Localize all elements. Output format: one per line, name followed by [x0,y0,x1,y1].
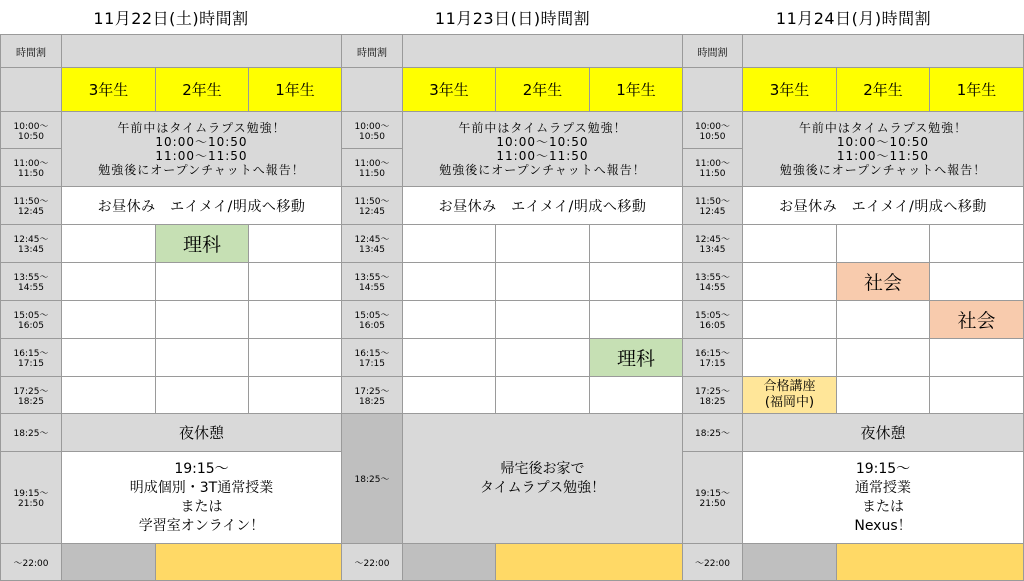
period-cell [743,263,837,301]
study-line: 勉強後にオープンチャットへ報告！ [98,163,305,177]
evening-class-note [743,452,1024,544]
grade-1: 1年生 [590,68,683,112]
period-cell [496,301,590,339]
day-panel-nov22 [0,0,342,581]
lunch-note: お昼休み エイメイ/明成へ移動 [403,187,683,225]
night-break: 夜休憩 [62,414,342,452]
period-cell [403,301,496,339]
period-cell [249,263,342,301]
period-cell [930,377,1024,414]
period-cell [249,225,342,263]
evening-line: または [862,498,904,515]
time-slot: 12:45〜13:45 [342,225,403,263]
grade-row-blank [683,68,743,112]
period-cell [62,339,156,377]
morning-study-note [743,112,1024,187]
period-cell [249,339,342,377]
subject-social-studies: 社会 [837,263,930,301]
grade-3: 3年生 [743,68,837,112]
day-title: 11月24日(月)時間割 [775,8,932,28]
period-cell [837,225,930,263]
period-cell [837,377,930,414]
period-cell [837,339,930,377]
grade-2: 2年生 [156,68,249,112]
end-row-cell [403,544,496,581]
grade-3: 3年生 [403,68,496,112]
day-panel-nov23 [342,0,683,581]
grade-row-blank [0,68,62,112]
night-break: 夜休憩 [743,414,1024,452]
morning-study-note [62,112,342,187]
time-slot: 13:55〜14:55 [0,263,62,301]
lunch-note: お昼休み エイメイ/明成へ移動 [62,187,342,225]
grade-2: 2年生 [496,68,590,112]
evening-line: タイムラプス勉強！ [479,479,606,496]
time-slot: 11:50〜12:45 [0,187,62,225]
study-line: 11:00〜11:50 [496,149,589,163]
period-cell [930,225,1024,263]
study-line: 11:00〜11:50 [836,149,930,163]
period-cell [156,263,249,301]
time-slot: 12:45〜13:45 [0,225,62,263]
period-cell [62,301,156,339]
time-slot: 11:00〜11:50 [0,149,62,187]
evening-line: 帰宅後お家で [500,460,585,477]
header-blank [403,34,683,68]
time-slot: 19:15〜21:50 [0,452,62,544]
exam-prep-course [743,377,837,414]
evening-line: 通常授業 [855,479,911,496]
time-slot: 18:25〜 [0,414,62,452]
period-cell [496,377,590,414]
header-label: 時間割 [683,34,743,68]
time-slot: 17:25〜18:25 [0,377,62,414]
time-slot: 18:25〜 [342,414,403,544]
period-cell [403,377,496,414]
period-cell [743,225,837,263]
period-cell [249,301,342,339]
time-slot: 15:05〜16:05 [683,301,743,339]
header-label: 時間割 [342,34,403,68]
grade-1: 1年生 [930,68,1024,112]
period-cell [743,301,837,339]
grade-2: 2年生 [837,68,930,112]
time-slot: 11:00〜11:50 [683,149,743,187]
evening-line: 19:15〜 [174,460,229,477]
time-slot: 13:55〜14:55 [342,263,403,301]
period-cell [403,339,496,377]
period-cell [62,263,156,301]
grade-3: 3年生 [62,68,156,112]
time-slot: 11:50〜12:45 [342,187,403,225]
period-cell [743,339,837,377]
study-line: 10:00〜10:50 [155,135,248,149]
time-slot: 16:15〜17:15 [683,339,743,377]
period-cell [156,377,249,414]
time-slot: 16:15〜17:15 [342,339,403,377]
study-line: 10:00〜10:50 [496,135,589,149]
time-slot: 15:05〜16:05 [342,301,403,339]
study-line: 11:00〜11:50 [155,149,248,163]
period-cell [837,301,930,339]
time-slot: 〜22:00 [683,544,743,581]
study-line: 10:00〜10:50 [836,135,930,149]
study-line: 午前中はタイムラプス勉強！ [798,121,968,135]
time-slot: 〜22:00 [342,544,403,581]
evening-line: Nexus！ [854,517,912,534]
period-cell [930,263,1024,301]
time-slot: 15:05〜16:05 [0,301,62,339]
time-slot: 19:15〜21:50 [683,452,743,544]
evening-line: 学習室オンライン！ [138,517,265,534]
exam-line: 合格講座 [763,379,816,394]
period-cell [403,225,496,263]
period-cell [930,339,1024,377]
time-slot: 17:25〜18:25 [342,377,403,414]
time-slot: 18:25〜 [683,414,743,452]
header-label: 時間割 [0,34,62,68]
time-slot: 10:00〜10:50 [342,112,403,149]
time-slot: 17:25〜18:25 [683,377,743,414]
period-cell [403,263,496,301]
header-blank [62,34,342,68]
period-cell [156,301,249,339]
end-row-highlight [156,544,342,581]
evening-class-note [62,452,342,544]
home-study-note [403,414,683,544]
time-slot: 12:45〜13:45 [683,225,743,263]
subject-science: 理科 [156,225,249,263]
time-slot: 16:15〜17:15 [0,339,62,377]
grade-row-blank [342,68,403,112]
period-cell [62,377,156,414]
period-cell [590,301,683,339]
period-cell [249,377,342,414]
end-row-cell [743,544,837,581]
time-slot: 10:00〜10:50 [683,112,743,149]
time-slot: 〜22:00 [0,544,62,581]
period-cell [496,225,590,263]
period-cell [590,263,683,301]
time-slot: 13:55〜14:55 [683,263,743,301]
period-cell [156,339,249,377]
day-panel-nov24 [683,0,1024,581]
end-row-cell [62,544,156,581]
subject-science: 理科 [590,339,683,377]
time-slot: 10:00〜10:50 [0,112,62,149]
lunch-note: お昼休み エイメイ/明成へ移動 [743,187,1024,225]
period-cell [590,377,683,414]
study-line: 勉強後にオープンチャットへ報告！ [439,163,646,177]
evening-line: 明成個別・3T通常授業 [129,479,274,496]
evening-line: 19:15〜 [855,460,911,477]
end-row-highlight [837,544,1024,581]
end-row-highlight [496,544,683,581]
study-line: 勉強後にオープンチャットへ報告！ [779,163,987,177]
grade-1: 1年生 [249,68,342,112]
period-cell [590,225,683,263]
morning-study-note [403,112,683,187]
exam-line: (福岡中) [764,395,815,410]
study-line: 午前中はタイムラプス勉強！ [117,121,286,135]
header-blank [743,34,1024,68]
period-cell [62,225,156,263]
time-slot: 11:50〜12:45 [683,187,743,225]
evening-line: または [180,498,223,515]
time-slot: 11:00〜11:50 [342,149,403,187]
period-cell [496,339,590,377]
subject-social-studies: 社会 [930,301,1024,339]
period-cell [496,263,590,301]
day-title: 11月22日(土)時間割 [93,8,249,28]
study-line: 午前中はタイムラプス勉強！ [458,121,627,135]
day-title: 11月23日(日)時間割 [434,8,591,28]
